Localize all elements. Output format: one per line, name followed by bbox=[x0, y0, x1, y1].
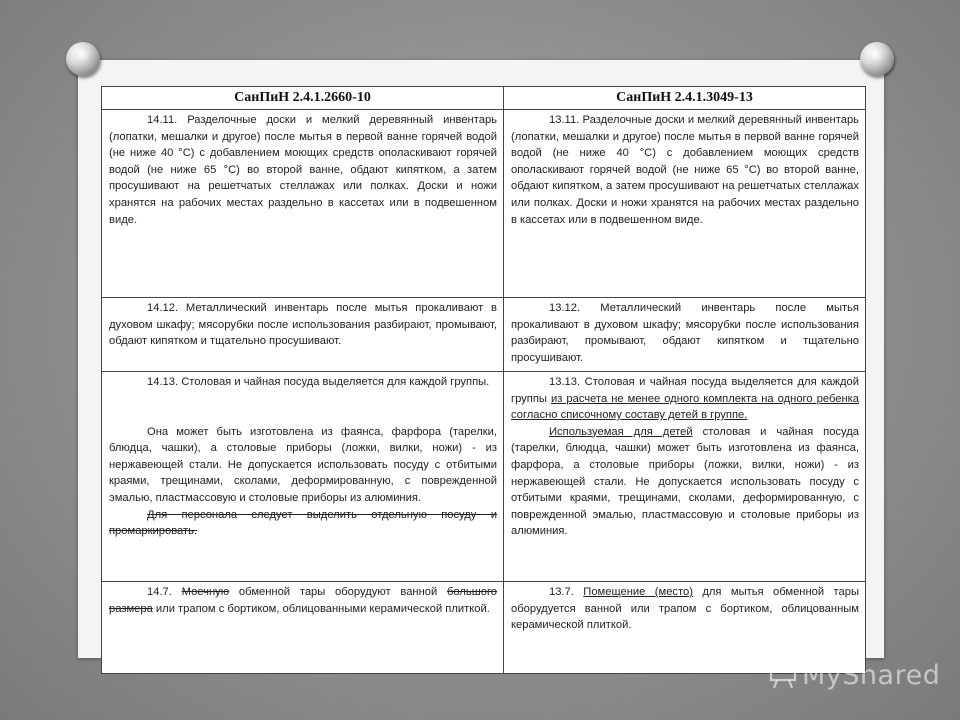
table-header-row bbox=[102, 87, 866, 110]
rule-paragraph bbox=[109, 112, 497, 228]
text-segment: Она может быть изготовлена из фаянса, фарфора (тарелки, блюдца, чашки), а столовые приборы (ложки, вилки, ножи) - из нержавеющей стали. Не допускается использовать посуду с отбитыми краями, трещинами, сколами, деформированную, с поврежденной эмалью, пластмассовую и столовые приборы из алюминия. bbox=[109, 425, 497, 504]
rule-paragraph bbox=[109, 374, 497, 391]
rule-paragraph bbox=[109, 507, 497, 540]
rule-paragraph bbox=[109, 424, 497, 507]
column-header-old-sanpin: СанПиН 2.4.1.2660-10 bbox=[102, 87, 504, 110]
text-segment: 14.7. bbox=[147, 586, 182, 598]
text-segment: для мытья обменной тары оборудуется ванной или трапом с бортиком, облицованным керамической плиткой. bbox=[511, 586, 859, 632]
text-segment: 14.12. Металлический инвентарь после мытья прокаливают в духовом шкафу; мясорубки после использования разбирают, промывают, обдают кипятком и тщательно просушивают. bbox=[109, 302, 497, 348]
paragraph-gap bbox=[109, 391, 497, 424]
watermark-logo bbox=[768, 655, 940, 695]
table-row bbox=[102, 582, 866, 674]
pushpin-icon bbox=[860, 42, 894, 76]
table-row bbox=[102, 372, 866, 582]
underlined-text: из расчета не менее одного комплекта на одного ребенка согласно списочному составу детей в группе. bbox=[511, 392, 859, 422]
rule-paragraph bbox=[511, 424, 859, 540]
rule-paragraph bbox=[511, 112, 859, 228]
rule-paragraph bbox=[109, 300, 497, 350]
pushpin-icon bbox=[66, 42, 100, 76]
text-segment: 14.11. Разделочные доски и мелкий деревянный инвентарь (лопатки, мешалки и другое) после мытья в первой ванне горячей водой (не ниже 40 °С) с добавлением моющих средств ополаскивают горячей водой (не ниже 65 °С) во второй ванне, обдают кипятком, а затем просушивают на решетчатых стеллажах или полках. Доски и ножи хранятся на рабочих местах раздельно в кассетах или в подвешенном виде. bbox=[109, 114, 497, 226]
comparison-table-container bbox=[101, 86, 865, 673]
text-segment: 13.11. Разделочные доски и мелкий деревянный инвентарь (лопатки, мешалки и другое) после мытья в первой ванне горячей водой (не ниже 40 °С) с добавлением моющих средств ополаскивают горячей водой (не ниже 65 °С) во второй ванне, обдают кипятком, а затем просушивают на решетчатых стеллажах или полках. Доски и ножи хранятся на рабочих местах раздельно в кассетах или в подвешенном виде. bbox=[511, 114, 859, 226]
new-rule-cell bbox=[504, 298, 866, 372]
old-rule-cell bbox=[102, 298, 504, 372]
struck-text: Для персонала следует выделить отдельную посуду и промаркировать. bbox=[109, 508, 497, 538]
underlined-text: Помещение (место) bbox=[583, 586, 693, 598]
new-rule-cell bbox=[504, 372, 866, 582]
column-header-new-sanpin: СанПиН 2.4.1.3049-13 bbox=[504, 87, 866, 110]
table-row bbox=[102, 110, 866, 298]
text-segment: или трапом с бортиком, облицованными керамической плиткой. bbox=[152, 602, 490, 615]
rule-paragraph bbox=[511, 584, 859, 634]
text-segment: 13.12. Металлический инвентарь после мытья прокаливают в духовом шкафу; мясорубки после использования разбирают, промывают, обдают кипятком и тщательно просушивают. bbox=[511, 302, 859, 364]
text-segment: обменной тары оборудуют ванной bbox=[229, 586, 448, 598]
logo-text: MyShared bbox=[802, 659, 941, 691]
rule-paragraph bbox=[109, 584, 497, 617]
text-segment: 13.7. bbox=[549, 586, 584, 598]
old-rule-cell bbox=[102, 110, 504, 298]
struck-text: Моечную bbox=[181, 586, 230, 598]
text-segment: 13.13. Столовая и чайная посуда выделяется для каждой группы bbox=[511, 376, 859, 405]
underlined-text: Используемая для детей bbox=[549, 425, 693, 438]
struck-text: большого размера bbox=[109, 586, 498, 615]
old-rule-cell bbox=[102, 372, 504, 582]
rule-paragraph bbox=[511, 300, 859, 366]
new-rule-cell bbox=[504, 110, 866, 298]
presentation-board-icon bbox=[768, 660, 798, 690]
comparison-table bbox=[101, 86, 866, 674]
old-rule-cell bbox=[102, 582, 504, 674]
rule-paragraph bbox=[511, 374, 859, 424]
table-row bbox=[102, 298, 866, 372]
text-segment: столовая и чайная посуда (тарелки, блюдца, чашки) может быть изготовлена из фаянса, фарфора, а столовые приборы (ложки, вилки, ножи) - из нержавеющей стали. Не допускается использовать посуду с отбитыми краями, трещинами, сколами, деформированную, с поврежденной эмалью, пластмассовую и столовые приборы из алюминия. bbox=[511, 425, 859, 538]
text-segment: 14.13. Столовая и чайная посуда выделяется для каждой группы. bbox=[147, 376, 490, 388]
